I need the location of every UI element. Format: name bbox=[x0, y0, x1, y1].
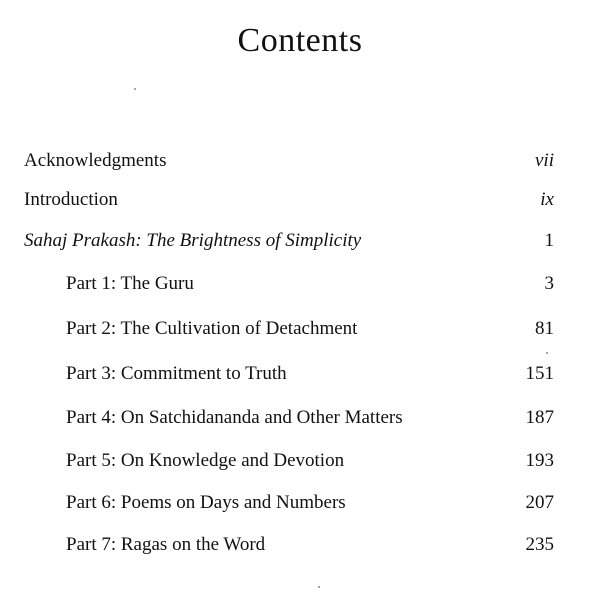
toc-entry-sahaj-prakash bbox=[24, 228, 554, 254]
toc-entry-label: Part 1: The Guru bbox=[66, 273, 194, 294]
toc-entry-page: 235 bbox=[525, 534, 554, 555]
toc-entry-page: 81 bbox=[535, 318, 554, 339]
toc-entry-label: Part 4: On Satchidananda and Other Matters bbox=[66, 407, 403, 428]
toc-entry-label: Part 2: The Cultivation of Detachment bbox=[66, 318, 358, 339]
toc-entry-page: 151 bbox=[525, 363, 554, 384]
scan-speck bbox=[134, 88, 136, 90]
toc-entry-page: 3 bbox=[544, 273, 554, 294]
toc-entry-label: Introduction bbox=[24, 189, 118, 210]
toc-entry-page: 193 bbox=[525, 450, 554, 471]
scan-speck bbox=[546, 352, 548, 354]
toc-entry-part-7 bbox=[24, 532, 554, 558]
toc-entry-label: Sahaj Prakash: The Brightness of Simplicity bbox=[24, 230, 362, 251]
toc-entry-introduction bbox=[24, 187, 554, 213]
toc-entry-page: vii bbox=[535, 150, 554, 171]
toc-entry-part-4 bbox=[24, 405, 554, 431]
toc-entry-part-3 bbox=[24, 361, 554, 387]
scan-speck bbox=[318, 586, 320, 588]
toc-entry-label: Part 6: Poems on Days and Numbers bbox=[66, 492, 346, 513]
toc-entry-label: Part 7: Ragas on the Word bbox=[66, 534, 266, 555]
toc-entry-label: Part 3: Commitment to Truth bbox=[66, 363, 287, 384]
page-title: Contents bbox=[237, 22, 363, 59]
toc-entry-page: 187 bbox=[525, 407, 554, 428]
toc-entry-page: ix bbox=[540, 189, 554, 210]
toc-entry-part-6 bbox=[24, 490, 554, 516]
toc-entry-part-5 bbox=[24, 448, 554, 474]
toc-entry-part-1 bbox=[24, 271, 554, 297]
toc-entry-acknowledgments bbox=[24, 148, 554, 174]
toc-entry-label: Acknowledgments bbox=[24, 150, 167, 171]
toc-entry-page: 1 bbox=[544, 230, 554, 251]
toc-entry-page: 207 bbox=[525, 492, 554, 513]
toc-entry-part-2 bbox=[24, 316, 554, 342]
toc-entry-label: Part 5: On Knowledge and Devotion bbox=[66, 450, 345, 471]
